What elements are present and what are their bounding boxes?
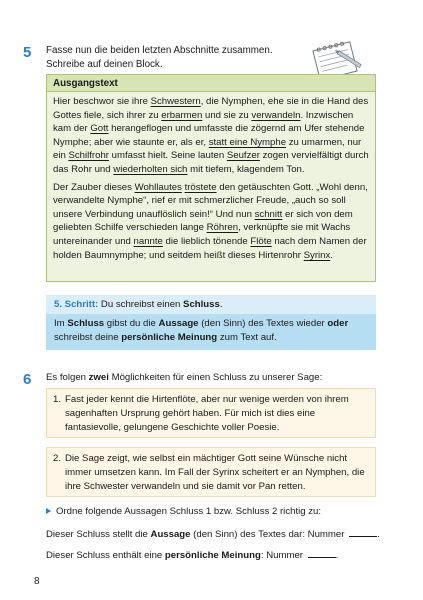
bold-word: Schluss <box>67 318 105 329</box>
text-run: er sich von dem geliebten Schilfe verschieden lange <box>53 208 353 234</box>
answer-line-1: Dieser Schluss stellt die Aussage (den Sinn) des Textes dar: Nummer . <box>46 529 380 540</box>
text-run: zogen vervielfältigt durch das Rohr und <box>53 150 369 175</box>
text-run: zu umarmen, nur ein <box>53 136 362 162</box>
text-run: Es folgen <box>46 372 89 383</box>
underlined-word: verwandeln <box>251 109 301 121</box>
step-body <box>46 314 376 350</box>
task-5-line-1: Fasse nun die beiden letzten Abschnitte zusammen. <box>46 45 273 56</box>
option-number: 2. <box>53 453 62 464</box>
text-run: Dieser Schluss stellt die <box>46 529 151 540</box>
order-instruction <box>46 505 376 519</box>
underlined-word: Gott <box>90 123 109 135</box>
text-run: umfasst hielt. Seine lauten <box>109 150 227 162</box>
source-paragraph-2 <box>53 181 371 263</box>
task-number-6: 6 <box>23 371 32 388</box>
step-title-post: . <box>219 299 223 310</box>
step-info-box <box>46 295 376 350</box>
bold-word: zwei <box>88 372 109 383</box>
order-text: Ordne folgende Aussagen Schluss 1 bzw. Schluss 2 richtig zu: <box>56 506 322 517</box>
text-run: schreibst deine <box>54 332 122 343</box>
answer-2-blank[interactable] <box>308 548 336 558</box>
conclusion-option-1 <box>46 388 376 438</box>
text-run: die lieblich tönende <box>162 235 251 247</box>
underlined-word: erbarmen <box>161 109 203 121</box>
underlined-word: nannte <box>133 235 163 247</box>
text-run: Dieser Schluss enthält eine <box>46 550 165 561</box>
source-heading: Ausgangstext <box>47 75 375 92</box>
option-number: 1. <box>53 394 62 405</box>
bold-word: Aussage <box>150 529 191 540</box>
text-run: Der Zauber dieses <box>53 181 135 193</box>
text-run: . Inzwischen kam der <box>53 109 354 135</box>
answer-1-blank[interactable] <box>349 527 377 537</box>
bold-word: persönliche Meinung <box>164 550 261 561</box>
step-title-pre: Du schreibst einen <box>98 299 184 310</box>
text-run: Möglichkeiten für einen Schluss zu unserer Sage: <box>108 372 323 383</box>
source-paragraph-1 <box>53 95 371 177</box>
step-heading <box>46 295 376 314</box>
text-run: (den Sinn) des Textes dar: Nummer <box>190 529 348 540</box>
text-run: Hier beschwor sie ihre <box>53 96 151 107</box>
bold-word: oder <box>327 318 349 329</box>
text-run: nach dem Namen der holden Baumnymphe; und seitdem heißt dieses Hirtenrohr <box>53 235 367 261</box>
task-5-instruction <box>46 44 316 72</box>
text-run: (den Sinn) des Textes wieder <box>198 318 328 329</box>
underlined-word: Syrinx <box>303 249 331 261</box>
answer-2-text <box>46 550 306 561</box>
step-title-bold: Schluss <box>183 299 220 310</box>
triangle-bullet-icon <box>46 508 51 514</box>
text-run: , die Nymphen, ehe sie in die Hand des Gottes fiele, sich ihrer zu <box>53 96 369 121</box>
task-number-5: 5 <box>23 44 32 61</box>
text-run: mit tiefem, klagendem Ton. <box>187 163 305 175</box>
bold-word: Aussage <box>158 318 199 329</box>
text-run: : Nummer <box>260 550 306 561</box>
text-run: und sie zu <box>202 109 252 121</box>
underlined-word: Flöte <box>250 235 272 247</box>
underlined-word: wiederholten sich <box>113 163 188 175</box>
source-text-box <box>46 74 376 282</box>
text-run: . <box>330 249 333 261</box>
underlined-word: Seufzer <box>226 150 260 162</box>
answer-1-text <box>46 529 347 540</box>
underlined-word: tröstete <box>184 181 217 193</box>
text-run: gibst du die <box>104 318 159 329</box>
underlined-word: Wohllautes <box>134 181 182 193</box>
page-number: 8 <box>34 576 40 587</box>
option-text: Fast jeder kennt die Hirtenflöte, aber nur wenige werden von ihrem sagenhaften Ursprung gehört haben. Für mich ist dies eine fantasievolle, gelungene Geschichte voller Poesie. <box>65 394 349 433</box>
text-run: den getäuschten Gott. „Wohl denn, verwandelte Nymphe“, rief er mit schmerzlicher Freude, „auch so soll unsere Verbindung unauflöslich sein!“ Und nun <box>53 181 368 220</box>
source-text <box>53 95 371 266</box>
underlined-word: Schilfrohr <box>68 150 109 162</box>
task-6-instruction <box>46 371 376 385</box>
text-run: Im <box>54 318 68 329</box>
text-run: , verknüpfte sie mit Wachs untereinander und <box>53 222 351 247</box>
underlined-word: Röhren <box>206 222 239 234</box>
text-run: herangeflogen und umfasste die zögernd am Ufer stehende Nymphe; aber wie staunte er, als er, <box>53 123 365 148</box>
answer-line-2: Dieser Schluss enthält eine persönliche Meinung: Nummer . <box>46 550 339 561</box>
underlined-word: Schwestern <box>150 96 201 107</box>
option-text: Die Sage zeigt, wie selbst ein mächtiger Gott seine Wünsche nicht immer umsetzen kann. Im Fall der Syrinx scheitert er an Nymphen, die ihre Schwester verwandeln und sie damit vor Pan retten. <box>65 453 365 492</box>
step-label: 5. Schritt: <box>54 299 99 310</box>
bold-word: persönliche Meinung <box>121 332 218 343</box>
underlined-word: statt eine Nymphe <box>208 136 287 148</box>
text-run: zum Text auf. <box>217 332 277 343</box>
underlined-word: schnitt <box>254 208 283 220</box>
conclusion-option-2 <box>46 447 376 497</box>
task-5-line-2: Schreibe auf deinen Block. <box>46 59 163 70</box>
